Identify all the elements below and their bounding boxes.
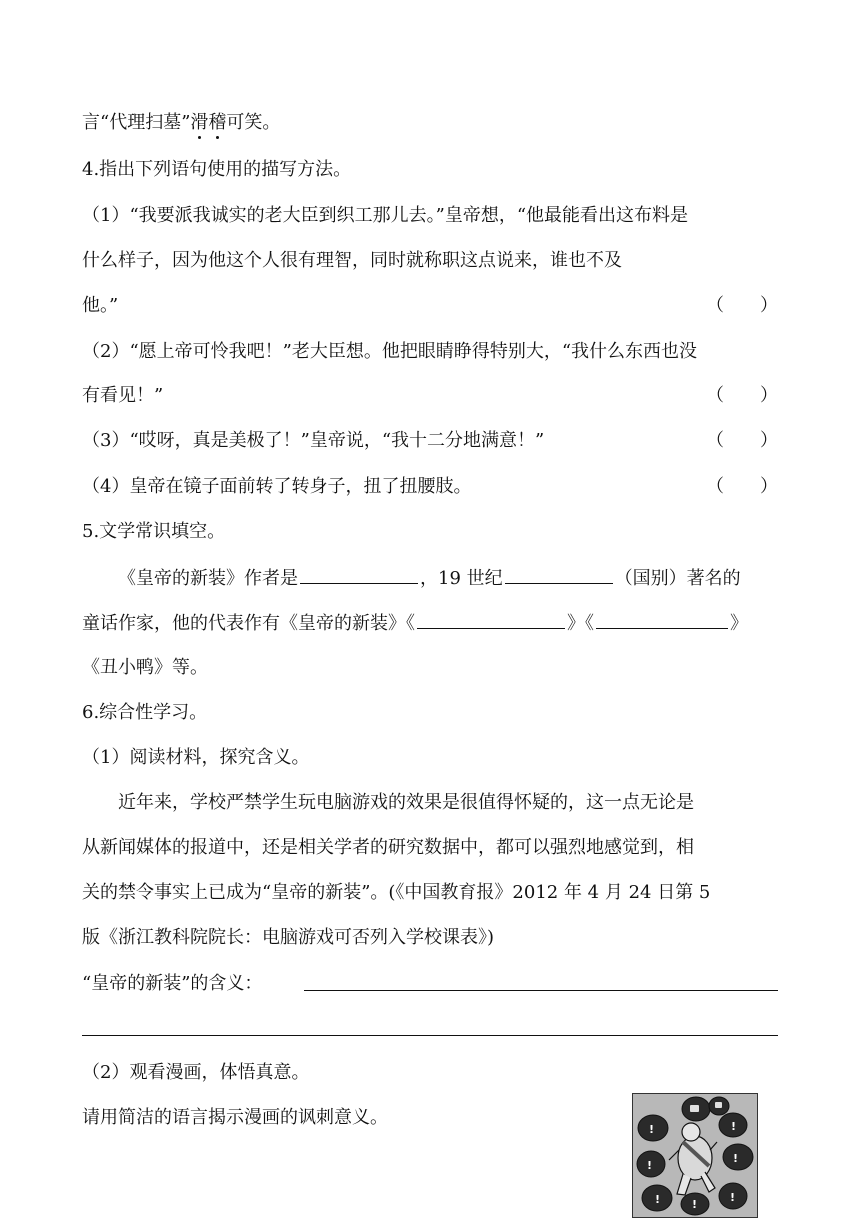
q4-item-3: （3）“哎呀，真是美极了！”皇帝说，“我十二分地满意！” bbox=[82, 430, 545, 451]
svg-text:!: ! bbox=[733, 1152, 739, 1165]
text: 》 bbox=[730, 613, 748, 634]
text: （国别）著名的 bbox=[614, 568, 741, 589]
text: 童话作家，他的代表作有《皇帝的新装》《 bbox=[82, 613, 415, 634]
svg-text:!: ! bbox=[655, 1193, 661, 1206]
svg-text:!: ! bbox=[647, 1159, 653, 1172]
blank-country[interactable] bbox=[505, 565, 613, 584]
blank-work-2[interactable] bbox=[596, 610, 728, 629]
q4-item-2-line-1: （2）“愿上帝可怜我吧！”老大臣想。他把眼睛睁得特别大，“我什么东西也没 bbox=[82, 341, 698, 362]
question-4-title: 4.指出下列语句使用的描写方法。 bbox=[82, 159, 352, 180]
q4-item-2-line-2: 有看见！” bbox=[82, 385, 164, 406]
q4-item-1-line-1: （1）“我要派我诚实的老大臣到织工那儿去。”皇帝想，“他最能看出这布料是 bbox=[82, 205, 689, 226]
emphasis-char: 滑 bbox=[190, 112, 209, 133]
text: 》《 bbox=[567, 613, 594, 634]
text: 《皇帝的新装》作者是 bbox=[118, 568, 298, 589]
material-line-3: 关的禁令事实上已成为“皇帝的新装”。(《中国教育报》2012 年 4 月 24 日第 5 bbox=[82, 882, 711, 903]
material-line-4: 版《浙江教科院院长：电脑游戏可否列入学校课表》) bbox=[82, 927, 495, 948]
q5-line-3: 《丑小鸭》等。 bbox=[82, 657, 208, 678]
q4-item-4: （4）皇帝在镜子面前转了转身子，扭了扭腰肢。 bbox=[82, 476, 472, 497]
blank-work-1[interactable] bbox=[417, 610, 565, 629]
cartoon-illustration bbox=[633, 1094, 757, 1217]
answer-paren-3[interactable]: （ ） bbox=[706, 430, 778, 451]
svg-text:!: ! bbox=[692, 1198, 698, 1211]
cartoon-image bbox=[632, 1093, 758, 1218]
meaning-prompt: “皇帝的新装”的含义： bbox=[82, 973, 263, 994]
svg-text:!: ! bbox=[730, 1191, 736, 1204]
q5-line-2 bbox=[82, 610, 778, 637]
q6-part-2-title: （2）观看漫画，体悟真意。 bbox=[82, 1062, 310, 1083]
material-line-1: 近年来，学校严禁学生玩电脑游戏的效果是很值得怀疑的，这一点无论是 bbox=[118, 792, 694, 813]
svg-text:!: ! bbox=[731, 1120, 737, 1133]
emphasis-char: 稽 bbox=[208, 112, 227, 133]
blank-author[interactable] bbox=[300, 565, 418, 584]
answer-paren-1[interactable]: （ ） bbox=[706, 295, 778, 316]
answer-line-2[interactable] bbox=[82, 1035, 778, 1036]
question-5-title: 5.文学常识填空。 bbox=[82, 521, 226, 542]
text: ，19 世纪 bbox=[420, 568, 503, 589]
question-6-title: 6.综合性学习。 bbox=[82, 702, 208, 723]
q6-part-2-task: 请用简洁的语言揭示漫画的讽刺意义。 bbox=[82, 1107, 388, 1128]
answer-line-1[interactable] bbox=[304, 990, 778, 991]
svg-text:!: ! bbox=[649, 1123, 655, 1136]
q4-item-1-line-2: 什么样子，因为他这个人很有理智，同时就称职这点说来，谁也不及 bbox=[82, 250, 622, 271]
text: 可笑。 bbox=[226, 112, 281, 133]
q6-part-1-title: （1）阅读材料，探究含义。 bbox=[82, 747, 310, 768]
q5-line-1 bbox=[82, 565, 778, 592]
text: 言“代理扫墓” bbox=[82, 112, 191, 133]
answer-paren-2[interactable]: （ ） bbox=[706, 385, 778, 406]
answer-paren-4[interactable]: （ ） bbox=[706, 476, 778, 497]
q4-item-1-line-3: 他。” bbox=[82, 295, 119, 316]
line-1 bbox=[82, 110, 778, 136]
material-line-2: 从新闻媒体的报道中，还是相关学者的研究数据中，都可以强烈地感觉到，相 bbox=[82, 837, 694, 858]
